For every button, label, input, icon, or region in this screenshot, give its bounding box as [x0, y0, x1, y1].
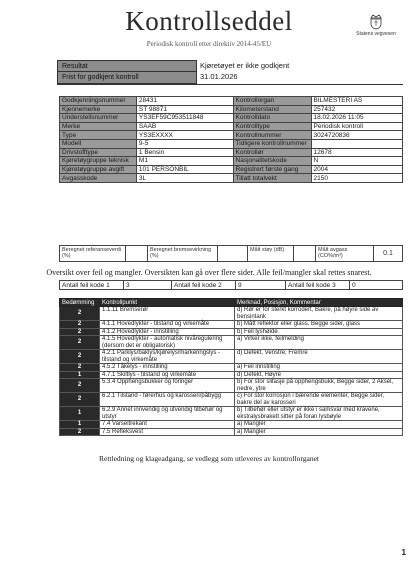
- defect-severity: 1: [60, 421, 100, 429]
- measurement-label: Målt avgass (CO%/m³): [316, 246, 374, 262]
- defect-checkpoint: 4.7.1 Skiltlys - tilstand og virkemåte: [100, 371, 235, 379]
- info-row: [60, 122, 403, 131]
- info-key: Type: [60, 131, 137, 140]
- defect-comment: b) Feil lyshøide: [235, 328, 403, 336]
- defect-severity: 1: [60, 371, 100, 379]
- info-key: Kontrolltype: [233, 122, 311, 131]
- defect-row: [60, 336, 403, 350]
- info-value: 2150: [311, 174, 403, 183]
- count-value: 9: [236, 281, 286, 290]
- info-key: Tillatt totalvekt: [233, 174, 311, 183]
- info-key: Kontrollør: [233, 148, 311, 157]
- info-row: [60, 97, 403, 106]
- info-value: [311, 139, 403, 148]
- info-value: ST 98871: [136, 105, 233, 114]
- result-value: Kjøretøyet er ikke godkjent: [200, 61, 290, 70]
- defect-checkpoint: 6.2.1 Tilstand - førerhus og karosseri/påbygg: [100, 393, 235, 407]
- info-value: YS3EXXXX: [136, 131, 233, 140]
- count-label: Antall feil kode 2: [172, 281, 236, 290]
- info-value: 257432: [311, 105, 403, 114]
- defect-checkpoint: 5.3.4 Opphengsbukker og foringer: [100, 379, 235, 393]
- defect-row: [60, 393, 403, 407]
- divider: [57, 84, 403, 85]
- measurements-table: [59, 245, 403, 262]
- result-label: Resultat: [58, 61, 196, 72]
- defect-severity: 2: [60, 364, 100, 372]
- info-row: [60, 139, 403, 148]
- defect-severity: 2: [60, 393, 100, 407]
- footer-note: Rettledning og klageadgang, se vedlegg som utleveres av kontrollorganet: [98, 454, 319, 463]
- defect-row: [60, 328, 403, 336]
- info-value: BILMESTERI AS: [311, 97, 403, 106]
- measurement-label: Beregnet referanseverdi (%): [60, 246, 126, 262]
- info-value: 3L: [136, 174, 233, 183]
- column-header-comment: Merknad, Posisjon, Kommentar: [235, 299, 403, 307]
- info-key: Registrert første gang: [233, 165, 311, 174]
- defect-row: [60, 421, 403, 429]
- info-value: N: [311, 157, 403, 166]
- defect-row: [60, 364, 403, 372]
- count-value: 0: [350, 281, 403, 290]
- defect-row: [60, 350, 403, 364]
- defect-checkpoint: 4.1.1 Hovedlykter - tilstand og virkemåte: [100, 321, 235, 329]
- deadline-label: Frist for godkjent kontroll: [62, 74, 139, 81]
- defect-severity: 2: [60, 428, 100, 436]
- info-key: Drivstofftype: [60, 148, 137, 157]
- info-value: 101 PERSONBIL: [136, 165, 233, 174]
- defect-comment: b) Mått reflektor eller glass, Begge sider, glass: [235, 321, 403, 329]
- defect-row: [60, 379, 403, 393]
- defect-severity: 2: [60, 328, 100, 336]
- info-key: Avgasskode: [60, 174, 137, 183]
- defect-counts-table: [59, 280, 403, 290]
- info-key: Kjøretøygruppe avgift: [60, 165, 137, 174]
- info-value: Periodisk kontroll: [311, 122, 403, 131]
- overview-text: Oversikt over feil og mangler. Oversikten kan gå over flere sider. Alle feil/mangler skal rettes snarest.: [46, 268, 372, 277]
- info-value: 18.02.2026 11:05: [311, 114, 403, 123]
- defect-row: [60, 407, 403, 421]
- info-key: Godkjenningsnummer: [60, 97, 137, 106]
- defect-row: [60, 321, 403, 329]
- info-row: [60, 114, 403, 123]
- info-key: Nasjonalitetskode: [233, 157, 311, 166]
- defect-checkpoint: 4.1.2 Hovedlykter - innstilling: [100, 328, 235, 336]
- document-title: Kontrollseddel: [125, 6, 293, 36]
- vehicle-info-table: [59, 96, 403, 183]
- defect-row: [60, 428, 403, 436]
- defect-comment: b) Tilbehør eller utstyr er ikke i samsvar med kravene, ekstralysbrakett sitter på foran lysbøyle: [235, 407, 403, 421]
- defect-checkpoint: 7.5 Refleksvest: [100, 428, 235, 436]
- info-key: Kilometerstand: [233, 105, 311, 114]
- measurement-label: Målt støy (dB): [248, 246, 294, 262]
- column-header-severity: Bedømming: [60, 299, 100, 307]
- info-key: Kontrolldato: [233, 114, 311, 123]
- info-row: [60, 131, 403, 140]
- count-label: Antall feil kode 3: [286, 281, 350, 290]
- info-key: Kontrollorgan: [233, 97, 311, 106]
- info-key: Modell: [60, 139, 137, 148]
- defect-comment: a) Mangler: [235, 428, 403, 436]
- defect-comment: d) Defekt, Høyre: [235, 371, 403, 379]
- info-row: [60, 165, 403, 174]
- count-value: 3: [124, 281, 172, 290]
- defect-checkpoint: 4.5.2 Tåkelys - innstilling: [100, 364, 235, 372]
- info-key: Kjøretøygruppe teknisk: [60, 157, 137, 166]
- measurement-value: 0.1: [374, 246, 403, 262]
- measurement-value: [126, 246, 148, 262]
- defect-severity: 2: [60, 350, 100, 364]
- info-value: YS3EF59C953511848: [136, 114, 233, 123]
- logo-text: Statens vegvesen: [356, 31, 396, 37]
- defect-row: [60, 307, 403, 321]
- info-value: 2004: [311, 165, 403, 174]
- defect-checkpoint: 4.2.1 Parklys/baklys/kjørelys/markeringslys - tilstand og virkemåte: [100, 350, 235, 364]
- info-value: 3024720836: [311, 131, 403, 140]
- info-value: 1 Bensin: [136, 148, 233, 157]
- info-row: [60, 105, 403, 114]
- info-row: [60, 174, 403, 183]
- page-number: 1: [401, 548, 406, 557]
- info-value: 12678: [311, 148, 403, 157]
- defect-checkpoint: 1.1.11 Bremserør: [100, 307, 235, 321]
- info-value: 28431: [136, 97, 233, 106]
- defect-severity: 1: [60, 407, 100, 421]
- defects-table: [59, 298, 403, 436]
- defect-comment: d) Rør er for sterkt korrodert, Bakre, på høyre side av bensintank: [235, 307, 403, 321]
- info-value: 9-5: [136, 139, 233, 148]
- defect-checkpoint: 7.4 Varseltrekant: [100, 421, 235, 429]
- info-value: SAAB: [136, 122, 233, 131]
- info-key: Kontrollnummer: [233, 131, 311, 140]
- agency-logo: [348, 14, 404, 37]
- info-row: [60, 157, 403, 166]
- defect-severity: 2: [60, 336, 100, 350]
- defect-checkpoint: 6.2.9 Annet innvendig og utvendig tilbehør og utstyr: [100, 407, 235, 421]
- defect-comment: b) For stor slitasje på opphengsbukk, Begge sider, 2 Aksel, nedre, ytre: [235, 379, 403, 393]
- defect-row: [60, 371, 403, 379]
- info-row: [60, 148, 403, 157]
- defect-comment: a) Mangler: [235, 421, 403, 429]
- info-key: Understellsnummer: [60, 114, 137, 123]
- info-value: M1: [136, 157, 233, 166]
- defect-severity: 2: [60, 379, 100, 393]
- measurement-value: [294, 246, 316, 262]
- column-header-checkpoint: Kontrollpunkt: [100, 299, 235, 307]
- result-box: [57, 60, 197, 84]
- defect-comment: c) For stor korrosjon i bærende elementer, Begge sider, bakre del av karosseri: [235, 393, 403, 407]
- info-key: Merke: [60, 122, 137, 131]
- info-key: Tidligere kontrollnummer: [233, 139, 311, 148]
- measurement-value: [218, 246, 248, 262]
- info-key: Kjennemerke: [60, 105, 137, 114]
- document-subtitle: Periodisk kontroll etter direktiv 2014-45/EU: [146, 40, 272, 48]
- crown-shield-icon: [369, 14, 383, 30]
- defect-severity: 2: [60, 321, 100, 329]
- count-label: Antall feil kode 1: [60, 281, 124, 290]
- defect-comment: a) Virker ikke, feilmelding: [235, 336, 403, 350]
- defect-severity: 2: [60, 307, 100, 321]
- defect-comment: d) Defekt, Venstre, Fremre: [235, 350, 403, 364]
- defect-checkpoint: 4.1.5 Hovedlykter - automatisk nivåregulering (dersom det er obligatorisk): [100, 336, 235, 350]
- defect-comment: a) Feil innstilling: [235, 364, 403, 372]
- measurement-label: Beregnet bremsevirkning (%): [148, 246, 218, 262]
- deadline-value: 31.01.2026: [200, 72, 238, 81]
